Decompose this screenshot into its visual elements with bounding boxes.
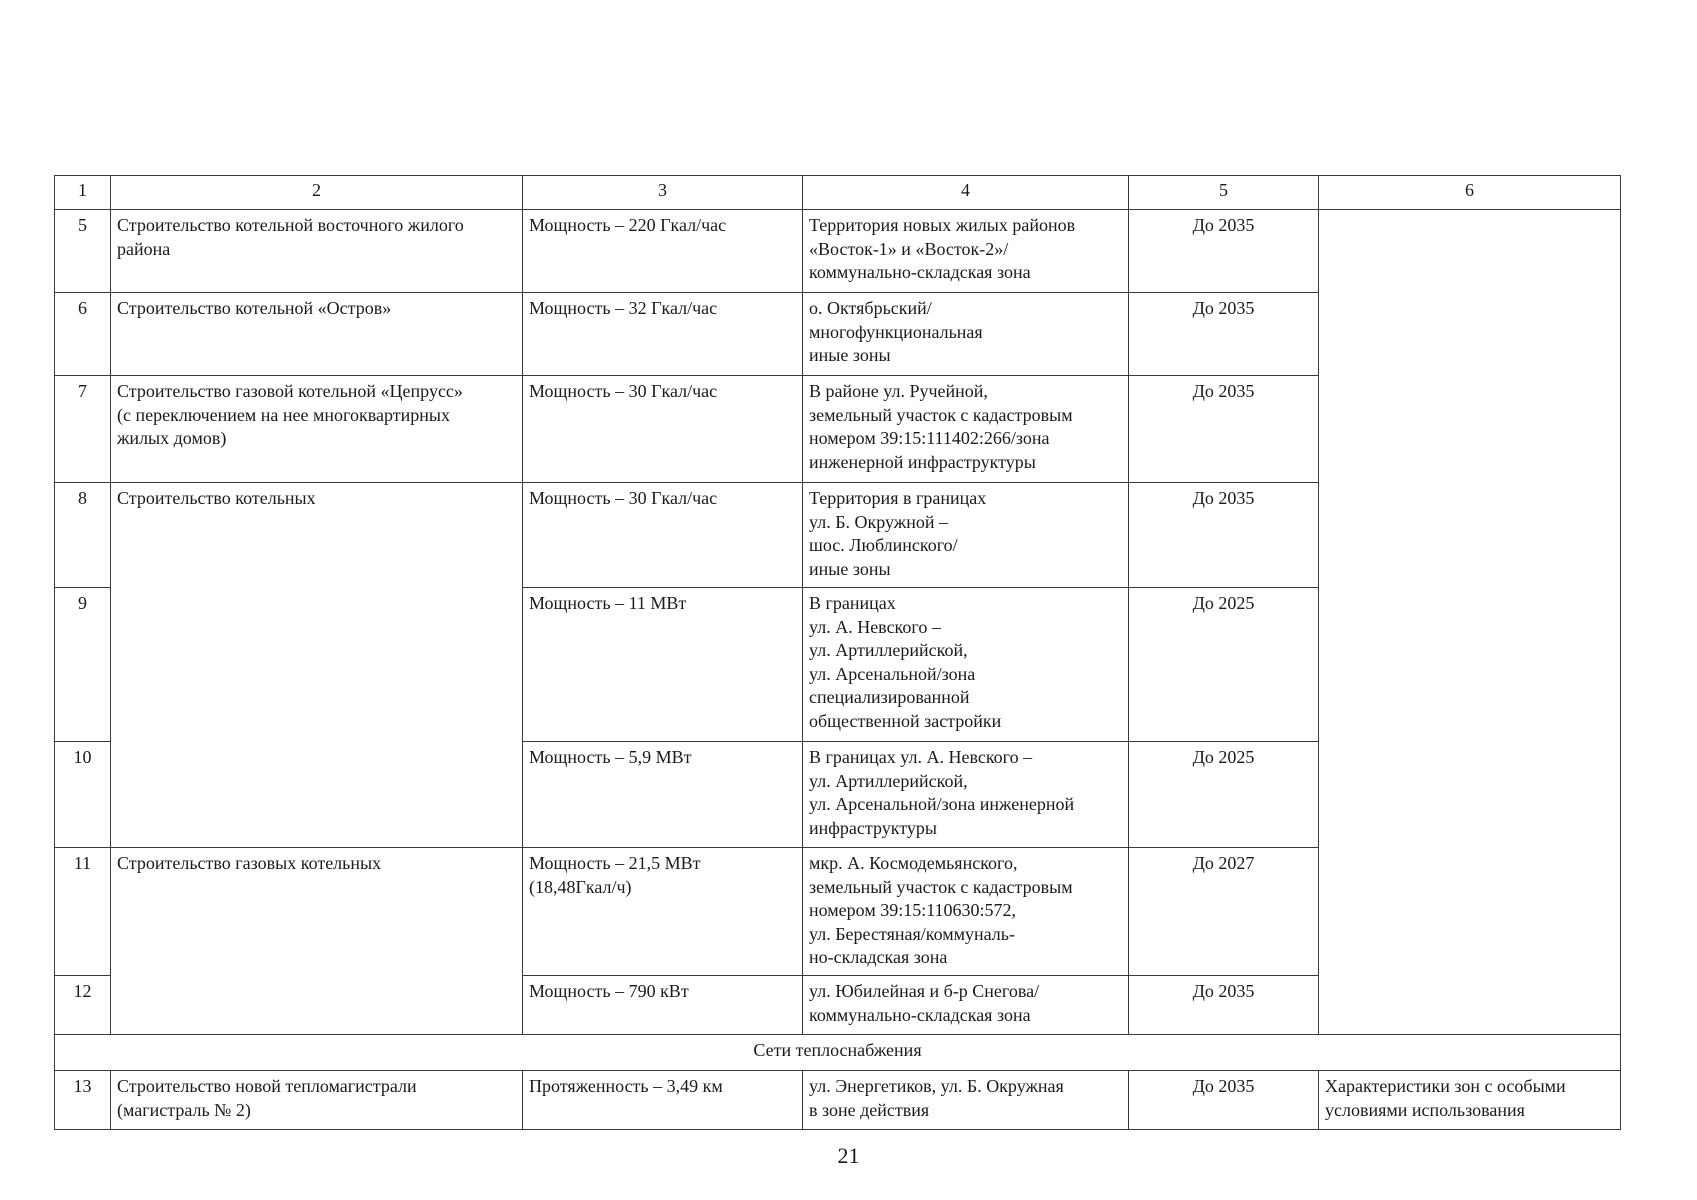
location-line: общественной застройки bbox=[809, 710, 1002, 731]
location-cell bbox=[803, 483, 1129, 588]
location-cell bbox=[803, 210, 1129, 293]
object-name-line: (магистраль № 2) bbox=[117, 1099, 251, 1120]
location-line: ул. Энергетиков, ул. Б. Окружная bbox=[809, 1076, 1064, 1096]
location-line: ул. Арсенальной/зона bbox=[809, 663, 976, 684]
object-name-line: Строительство котельной восточного жилого bbox=[117, 215, 464, 235]
location-line: иные зоны bbox=[809, 558, 891, 579]
location-cell bbox=[803, 976, 1129, 1035]
capacity-line: Мощность – 30 Гкал/час bbox=[529, 381, 718, 401]
location-cell bbox=[803, 848, 1129, 976]
capacity-cell bbox=[523, 742, 803, 848]
location-line: Территория новых жилых районов bbox=[809, 215, 1076, 235]
location-line: ул. Артиллерийской, bbox=[809, 770, 968, 791]
location-line: «Восток-1» и «Восток-2»/ bbox=[809, 238, 1009, 259]
location-line: ул. Берестяная/коммуналь- bbox=[809, 923, 1015, 944]
section-row bbox=[55, 1035, 1621, 1071]
row-number: 5 bbox=[55, 210, 111, 293]
table-row bbox=[55, 210, 1621, 293]
column-header-1: 1 bbox=[55, 176, 111, 210]
zone-characteristics-line: условиями использования bbox=[1325, 1099, 1525, 1120]
deadline-cell: До 2027 bbox=[1129, 848, 1319, 976]
object-name-cell bbox=[111, 483, 523, 848]
zone-characteristics-line: Характеристики зон с особыми bbox=[1325, 1076, 1566, 1096]
table-row bbox=[55, 1071, 1621, 1130]
capacity-cell bbox=[523, 976, 803, 1035]
column-header-3: 3 bbox=[523, 176, 803, 210]
capacity-line: Мощность – 32 Гкал/час bbox=[529, 298, 718, 318]
location-line: Территория в границах bbox=[809, 488, 987, 508]
location-line: иные зоны bbox=[809, 345, 891, 365]
row-number: 8 bbox=[55, 483, 111, 588]
location-line: инженерной инфраструктуры bbox=[809, 451, 1036, 472]
row-number: 6 bbox=[55, 293, 111, 376]
object-name-line: жилых домов) bbox=[117, 428, 227, 448]
object-name-line: района bbox=[117, 238, 171, 259]
deadline-cell: До 2035 bbox=[1129, 376, 1319, 483]
location-line: инфраструктуры bbox=[809, 817, 937, 838]
location-line: шос. Люблинского/ bbox=[809, 535, 958, 555]
location-line: мкр. А. Космодемьянского, bbox=[809, 853, 1018, 873]
capacity-cell bbox=[523, 293, 803, 376]
location-line: земельный участок с кадастровым bbox=[809, 404, 1073, 425]
capacity-cell bbox=[523, 588, 803, 742]
deadline-cell: До 2035 bbox=[1129, 293, 1319, 376]
object-name-line: (с переключением на нее многоквартирных bbox=[117, 404, 450, 425]
row-number: 7 bbox=[55, 376, 111, 483]
object-name-line: Строительство газовой котельной «Цепрусс» bbox=[117, 381, 463, 401]
deadline-cell: До 2025 bbox=[1129, 588, 1319, 742]
location-line: ул. Артиллерийской, bbox=[809, 640, 968, 660]
capacity-line: Протяженность – 3,49 км bbox=[529, 1076, 723, 1096]
location-line: многофункциональная bbox=[809, 321, 983, 342]
objects-table bbox=[54, 175, 1621, 1130]
capacity-line: (18,48Гкал/ч) bbox=[529, 876, 632, 897]
column-header-6: 6 bbox=[1319, 176, 1621, 210]
object-name-cell bbox=[111, 376, 523, 483]
zone-characteristics-cell bbox=[1319, 1071, 1621, 1130]
deadline-cell: До 2035 bbox=[1129, 210, 1319, 293]
deadline-cell: До 2035 bbox=[1129, 1071, 1319, 1130]
location-line: В границах bbox=[809, 593, 896, 613]
object-name-line: Строительство газовых котельных bbox=[117, 853, 382, 873]
location-line: номером 39:15:110630:572, bbox=[809, 900, 1017, 920]
location-line: специализированной bbox=[809, 687, 970, 707]
location-line: ул. Арсенальной/зона инженерной bbox=[809, 794, 1075, 814]
capacity-line: Мощность – 30 Гкал/час bbox=[529, 488, 718, 508]
location-cell bbox=[803, 588, 1129, 742]
deadline-cell: До 2035 bbox=[1129, 976, 1319, 1035]
zone-characteristics-cell-empty bbox=[1319, 210, 1621, 1035]
object-name-line: Строительство котельной «Остров» bbox=[117, 298, 392, 318]
location-line: о. Октябрьский/ bbox=[809, 298, 932, 318]
object-name-cell bbox=[111, 1071, 523, 1130]
location-cell bbox=[803, 742, 1129, 848]
row-number: 12 bbox=[55, 976, 111, 1035]
column-header-5: 5 bbox=[1129, 176, 1319, 210]
capacity-cell bbox=[523, 376, 803, 483]
capacity-cell bbox=[523, 1071, 803, 1130]
location-line: ул. Юбилейная и б-р Снегова/ bbox=[809, 981, 1040, 1001]
capacity-line: Мощность – 11 МВт bbox=[529, 593, 687, 613]
row-number: 11 bbox=[55, 848, 111, 976]
location-cell bbox=[803, 376, 1129, 483]
location-line: но-складская зона bbox=[809, 947, 948, 967]
deadline-cell: До 2035 bbox=[1129, 483, 1319, 588]
object-name-cell bbox=[111, 293, 523, 376]
row-number: 13 bbox=[55, 1071, 111, 1130]
location-cell bbox=[803, 293, 1129, 376]
location-line: ул. А. Невского – bbox=[809, 616, 941, 637]
capacity-cell bbox=[523, 848, 803, 976]
row-number: 10 bbox=[55, 742, 111, 848]
location-line: коммунально-складская зона bbox=[809, 262, 1031, 282]
capacity-cell bbox=[523, 210, 803, 293]
capacity-cell bbox=[523, 483, 803, 588]
capacity-line: Мощность – 790 кВт bbox=[529, 981, 689, 1001]
location-line: В районе ул. Ручейной, bbox=[809, 381, 988, 401]
location-line: коммунально-складская зона bbox=[809, 1004, 1031, 1025]
object-name-line: Строительство котельных bbox=[117, 488, 316, 508]
location-line: в зоне действия bbox=[809, 1099, 930, 1120]
deadline-cell: До 2025 bbox=[1129, 742, 1319, 848]
column-header-2: 2 bbox=[111, 176, 523, 210]
location-line: номером 39:15:111402:266/зона bbox=[809, 428, 1050, 448]
location-cell bbox=[803, 1071, 1129, 1130]
column-number-row bbox=[55, 176, 1621, 210]
section-heading-heat-networks: Сети теплоснабжения bbox=[55, 1035, 1621, 1071]
row-number: 9 bbox=[55, 588, 111, 742]
page-number: 21 bbox=[837, 1143, 860, 1168]
object-name-cell bbox=[111, 848, 523, 1035]
object-name-line: Строительство новой тепломагистрали bbox=[117, 1076, 417, 1096]
capacity-line: Мощность – 21,5 МВт bbox=[529, 853, 701, 873]
location-line: ул. Б. Окружной – bbox=[809, 511, 948, 532]
capacity-line: Мощность – 5,9 МВт bbox=[529, 747, 692, 767]
column-header-4: 4 bbox=[803, 176, 1129, 210]
capacity-line: Мощность – 220 Гкал/час bbox=[529, 215, 727, 235]
object-name-cell bbox=[111, 210, 523, 293]
location-line: В границах ул. А. Невского – bbox=[809, 747, 1033, 767]
location-line: земельный участок с кадастровым bbox=[809, 876, 1073, 897]
